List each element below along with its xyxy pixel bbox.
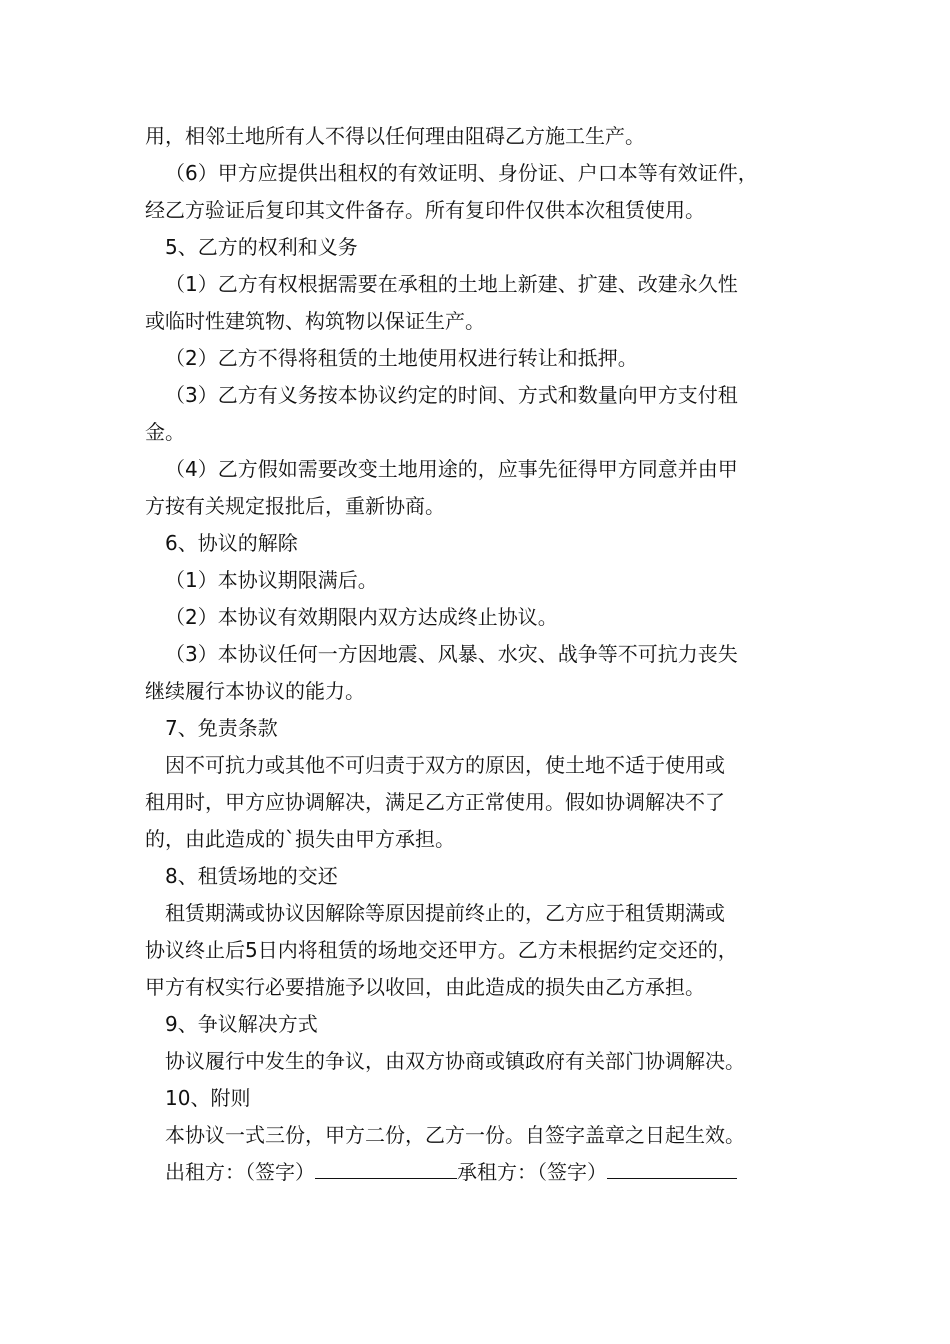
text-line: （2）本协议有效期限内双方达成终止协议。 xyxy=(165,605,558,629)
lessee-signature-line xyxy=(607,1156,737,1179)
text-line: 甲方有权实行必要措施予以收回，由此造成的损失由乙方承担。 xyxy=(145,975,705,999)
text-line: 9、争议解决方式 xyxy=(165,1012,318,1036)
text-line: 继续履行本协议的能力。 xyxy=(145,679,365,703)
text-line: 因不可抗力或其他不可归责于双方的原因，使土地不适于使用或 xyxy=(165,753,725,777)
text-line: 用，相邻土地所有人不得以任何理由阻碍乙方施工生产。 xyxy=(145,124,645,148)
text-line: （3）乙方有义务按本协议约定的时间、方式和数量向甲方支付租 xyxy=(165,383,738,407)
document-body xyxy=(145,118,825,1191)
signature-row xyxy=(145,1154,825,1191)
lessor-signature-line xyxy=(315,1156,457,1179)
text-line: （6）甲方应提供出租权的有效证明、身份证、户口本等有效证件， xyxy=(165,161,758,185)
text-line: 5、乙方的权利和义务 xyxy=(165,235,358,259)
text-line: 6、协议的解除 xyxy=(165,531,298,555)
text-line: 10、附则 xyxy=(165,1086,251,1110)
lessee-signature-label: 承租方：（签字） xyxy=(457,1160,607,1184)
text-line: 方按有关规定报批后，重新协商。 xyxy=(145,494,445,518)
text-line: 8、租赁场地的交还 xyxy=(165,864,338,888)
text-line: 租用时，甲方应协调解决，满足乙方正常使用。假如协调解决不了 xyxy=(145,790,725,814)
lessor-signature-label: 出租方：（签字） xyxy=(165,1160,315,1184)
text-line: 经乙方验证后复印其文件备存。所有复印件仅供本次租赁使用。 xyxy=(145,198,705,222)
text-line: 或临时性建筑物、构筑物以保证生产。 xyxy=(145,309,485,333)
text-line: 的，由此造成的`损失由甲方承担。 xyxy=(145,827,455,851)
text-line: 租赁期满或协议因解除等原因提前终止的，乙方应于租赁期满或 xyxy=(165,901,725,925)
text-line: 协议履行中发生的争议，由双方协商或镇政府有关部门协调解决。 xyxy=(165,1049,745,1073)
text-line: （2）乙方不得将租赁的土地使用权进行转让和抵押。 xyxy=(165,346,638,370)
text-line: 金。 xyxy=(145,420,185,444)
text-line: 本协议一式三份，甲方二份，乙方一份。自签字盖章之日起生效。 xyxy=(165,1123,745,1147)
text-line: （1）乙方有权根据需要在承租的土地上新建、扩建、改建永久性 xyxy=(165,272,738,296)
text-line: （4）乙方假如需要改变土地用途的，应事先征得甲方同意并由甲 xyxy=(165,457,738,481)
text-line: 协议终止后5日内将租赁的场地交还甲方。乙方未根据约定交还的， xyxy=(145,938,738,962)
text-line: （1）本协议期限满后。 xyxy=(165,568,378,592)
text-line: 7、免责条款 xyxy=(165,716,278,740)
text-line: （3）本协议任何一方因地震、风暴、水灾、战争等不可抗力丧失 xyxy=(165,642,738,666)
